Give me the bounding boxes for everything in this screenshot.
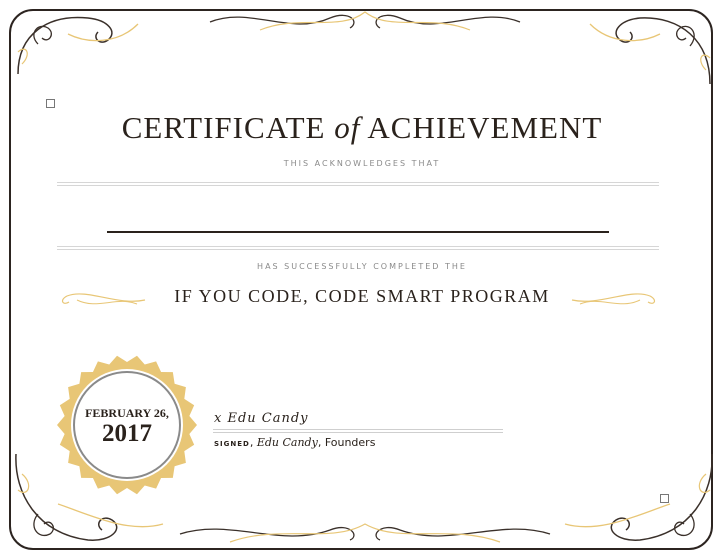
top-left-flourish xyxy=(8,4,148,94)
seal-year: 2017 xyxy=(102,420,152,447)
bottom-center-flourish xyxy=(170,512,560,554)
divider-top xyxy=(57,182,659,186)
resize-handle[interactable] xyxy=(660,494,669,503)
signature-line: x Edu Candy xyxy=(214,411,309,426)
recipient-name-line[interactable] xyxy=(107,231,609,233)
signed-by: SIGNED, Edu Candy, Founders xyxy=(214,436,376,449)
bottom-right-flourish xyxy=(560,444,720,556)
signature-rule xyxy=(213,429,503,433)
seal-date: FEBRUARY 26, xyxy=(85,406,169,420)
program-name: IF YOU CODE, CODE SMART PROGRAM xyxy=(174,286,550,306)
top-center-flourish xyxy=(200,2,530,42)
divider-middle xyxy=(57,246,659,250)
move-handle[interactable] xyxy=(46,99,55,108)
completed-text: HAS SUCCESSFULLY COMPLETED THE xyxy=(257,262,467,271)
acknowledges-text: THIS ACKNOWLEDGES THAT xyxy=(283,159,441,168)
certificate-title: CERTIFICATE of ACHIEVEMENT xyxy=(121,110,603,145)
top-right-flourish xyxy=(580,4,720,104)
